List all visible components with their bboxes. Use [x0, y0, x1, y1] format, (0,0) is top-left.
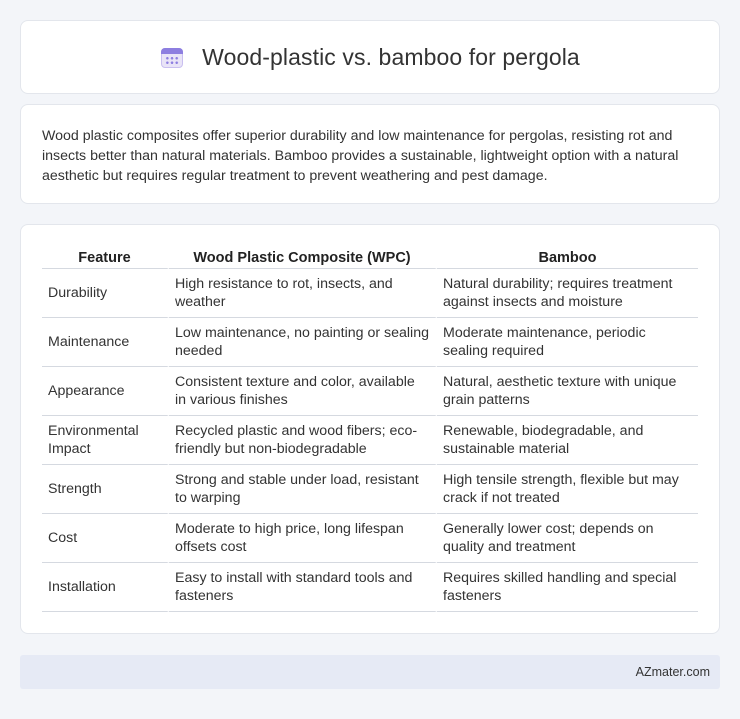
wpc-cell: Moderate to high price, long lifespan offsets cost — [169, 514, 437, 563]
table-row — [42, 318, 698, 367]
title-wrap — [160, 44, 580, 71]
feature-cell: Maintenance — [42, 318, 169, 367]
comparison-card — [20, 224, 720, 634]
title-card — [20, 20, 720, 94]
wpc-cell: High resistance to rot, insects, and weather — [169, 269, 437, 318]
table-row — [42, 367, 698, 416]
table-row — [42, 269, 698, 318]
wpc-cell: Easy to install with standard tools and fasteners — [169, 563, 437, 612]
header-wpc: Wood Plastic Composite (WPC) — [169, 244, 437, 269]
bamboo-cell: Natural durability; requires treatment against insects and moisture — [437, 269, 698, 318]
calendar-icon — [160, 45, 184, 69]
bamboo-cell: Moderate maintenance, periodic sealing required — [437, 318, 698, 367]
feature-cell: Durability — [42, 269, 169, 318]
intro-text: Wood plastic composites offer superior durability and low maintenance for pergolas, resisting rot and insects better than natural materials. Bamboo provides a sustainable, lightweight option with a natural aesthetic but requires regular treatment to prevent weathering and pest damage. — [42, 128, 679, 184]
table-row — [42, 465, 698, 514]
footer-brand: AZmater.com — [635, 665, 710, 679]
header-bamboo: Bamboo — [437, 244, 698, 269]
bamboo-cell: High tensile strength, flexible but may crack if not treated — [437, 465, 698, 514]
bamboo-cell: Generally lower cost; depends on quality and treatment — [437, 514, 698, 563]
table-row — [42, 416, 698, 465]
wpc-cell: Recycled plastic and wood fibers; eco-friendly but non-biodegradable — [169, 416, 437, 465]
wpc-cell: Consistent texture and color, available in various finishes — [169, 367, 437, 416]
wpc-cell: Low maintenance, no painting or sealing needed — [169, 318, 437, 367]
table-row — [42, 563, 698, 612]
feature-cell: Appearance — [42, 367, 169, 416]
table-row — [42, 514, 698, 563]
intro-card — [20, 104, 720, 204]
feature-cell: Strength — [42, 465, 169, 514]
footer — [20, 655, 720, 689]
table-header-row — [42, 244, 698, 269]
bamboo-cell: Renewable, biodegradable, and sustainable material — [437, 416, 698, 465]
feature-cell: Cost — [42, 514, 169, 563]
bamboo-cell: Requires skilled handling and special fasteners — [437, 563, 698, 612]
bamboo-cell: Natural, aesthetic texture with unique grain patterns — [437, 367, 698, 416]
feature-cell: Installation — [42, 563, 169, 612]
header-feature: Feature — [42, 244, 169, 269]
wpc-cell: Strong and stable under load, resistant to warping — [169, 465, 437, 514]
feature-cell: Environmental Impact — [42, 416, 169, 465]
page-title: Wood-plastic vs. bamboo for pergola — [202, 43, 580, 70]
comparison-table — [42, 244, 698, 612]
